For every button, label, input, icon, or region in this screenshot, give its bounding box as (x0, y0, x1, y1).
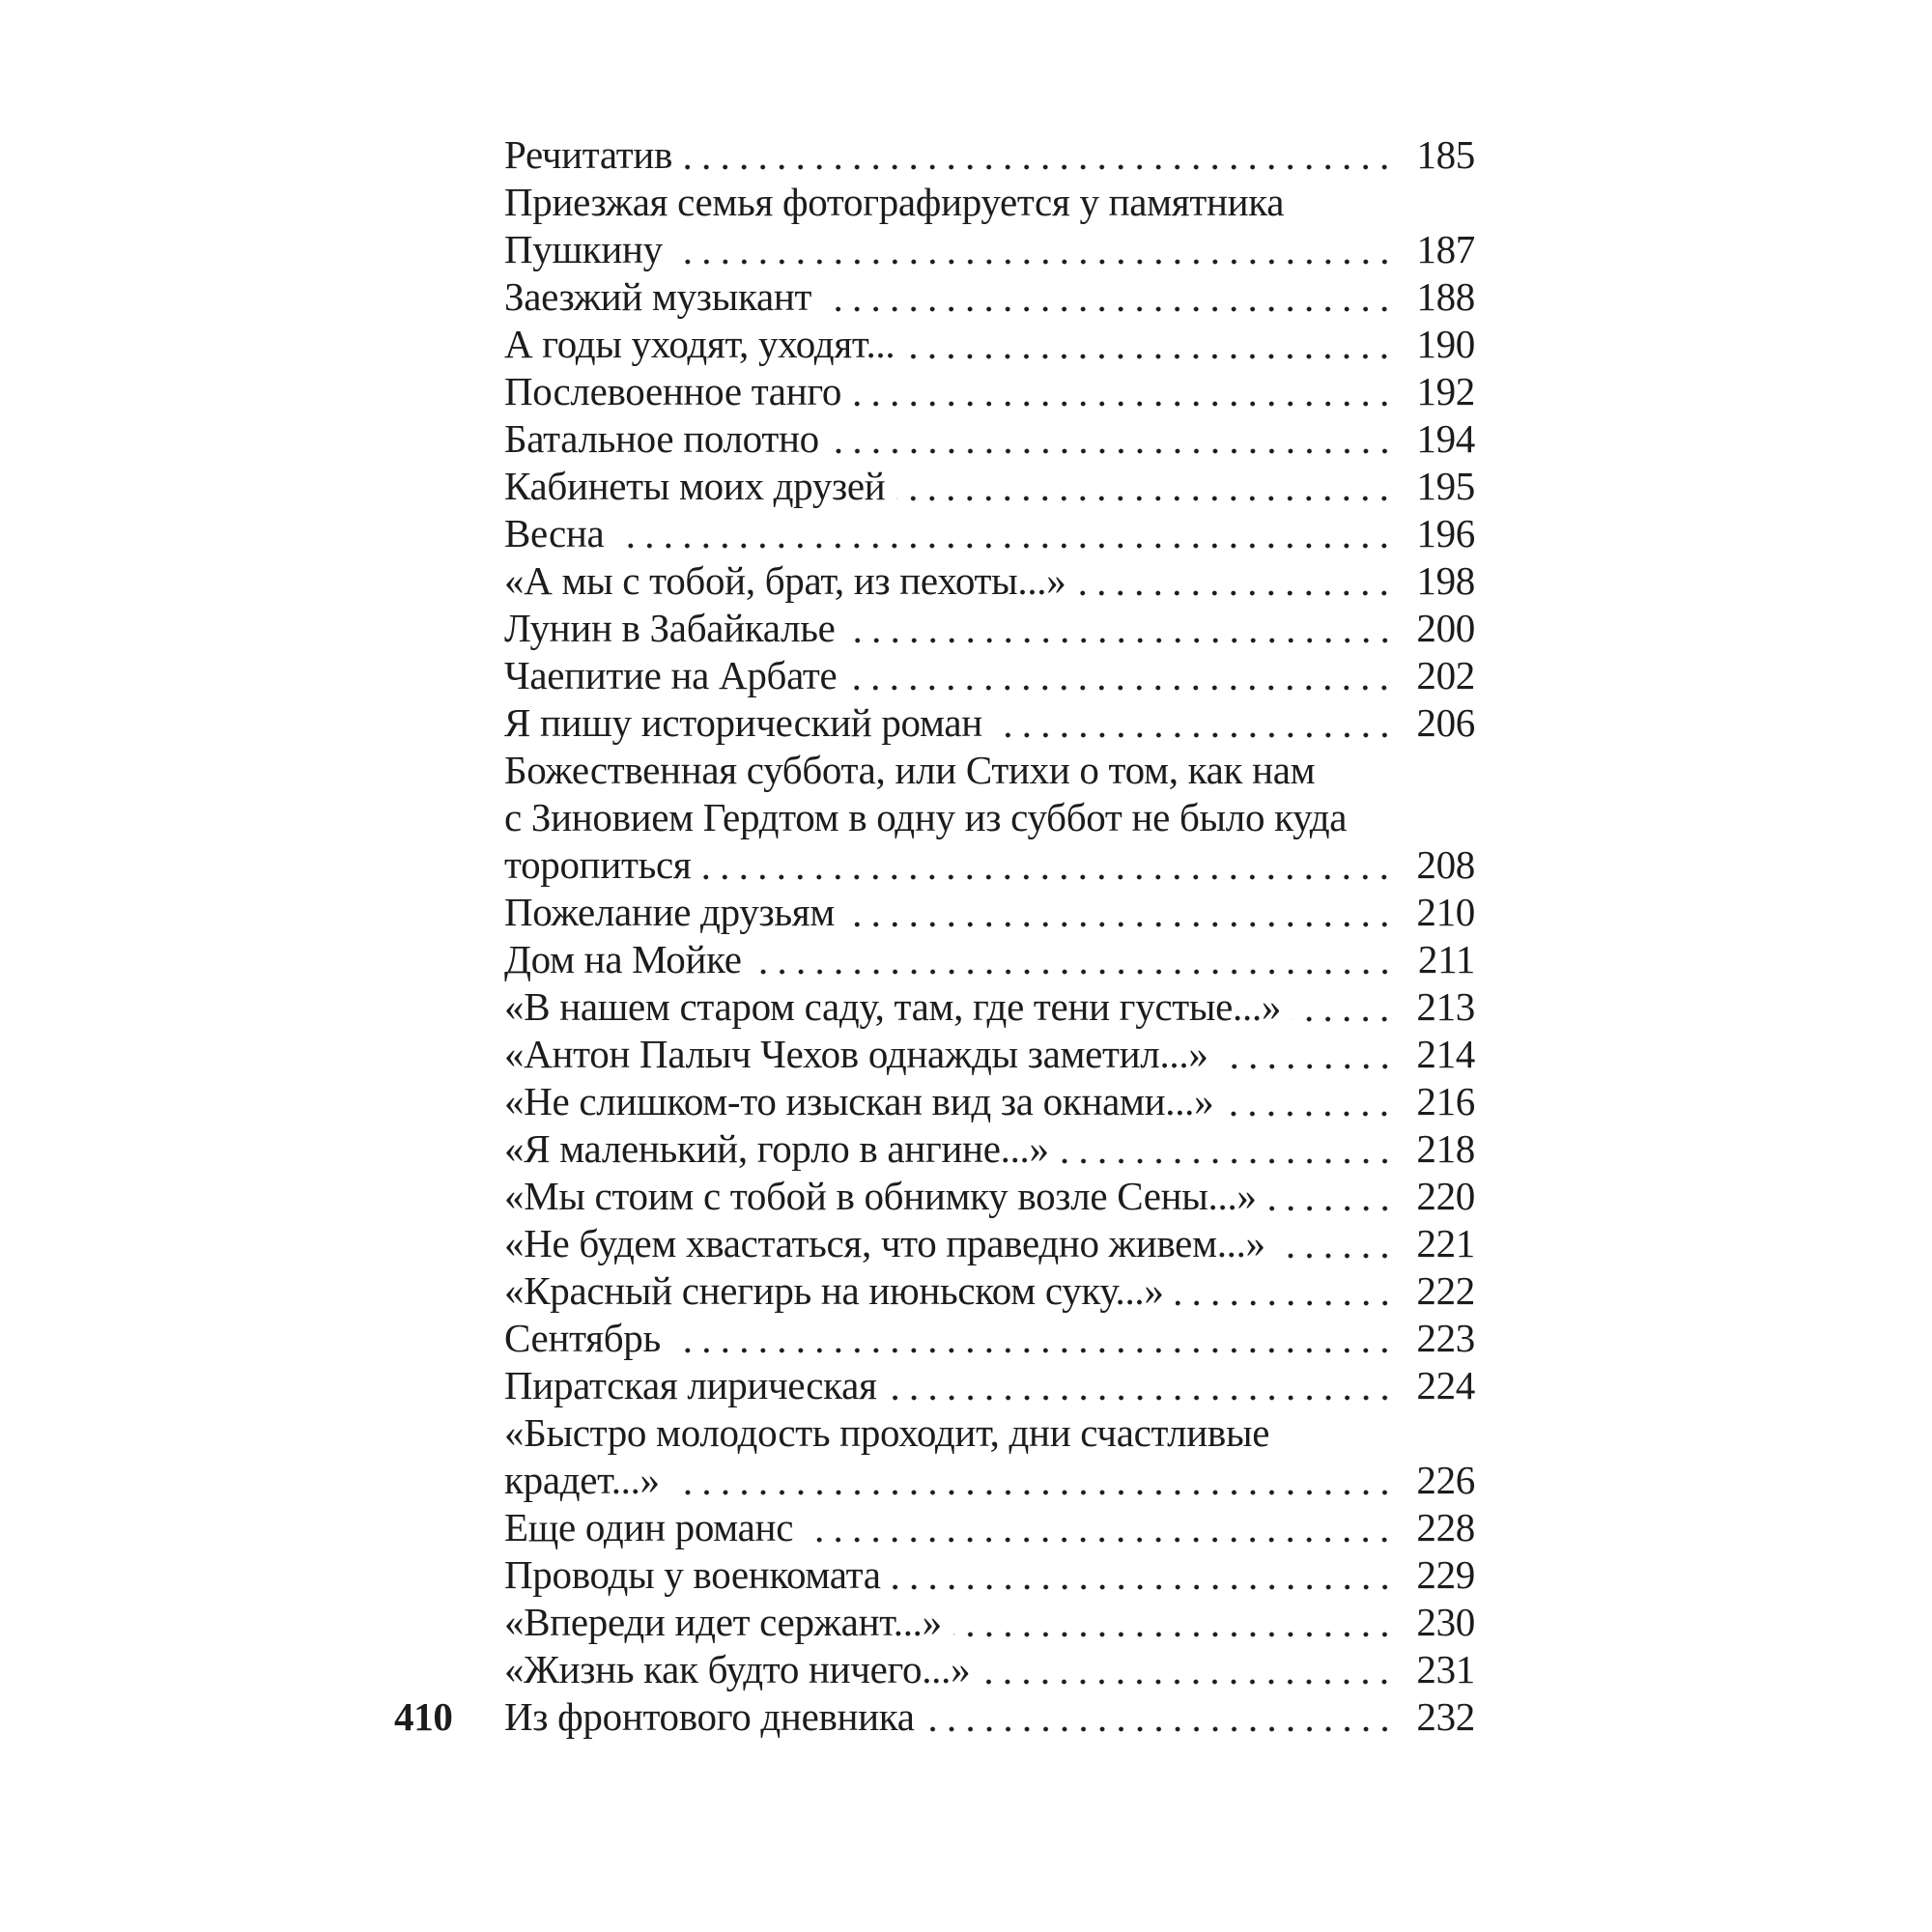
toc-entry-title: «Красный снегирь на июньском суку...» (504, 1268, 1164, 1313)
toc-entry-page: 232 (1416, 1694, 1475, 1739)
toc-entry-page: 185 (1416, 132, 1475, 177)
toc-entry-title: Кабинеты моих друзей (504, 464, 886, 508)
toc-row (504, 794, 1475, 841)
dot-leader (847, 605, 1400, 652)
toc-row (504, 1078, 1475, 1125)
toc-entry-title: «А мы с тобой, брат, из пехоты...» (504, 558, 1066, 603)
toc-row (504, 1315, 1475, 1362)
toc-row (504, 1267, 1475, 1315)
dot-leader (846, 889, 1400, 936)
toc-entry-title: Заезжий музыкант (504, 274, 812, 319)
toc-entry-title: «Мы стоим с тобой в обнимку возле Сены...» (504, 1174, 1257, 1218)
toc-entry-page: 188 (1416, 274, 1475, 319)
toc-row (504, 368, 1475, 415)
dot-leader (853, 368, 1400, 415)
toc-entry-page: 220 (1416, 1174, 1475, 1218)
toc-entry-page: 194 (1416, 416, 1475, 461)
toc-entry-title: Проводы у военкомата (504, 1552, 881, 1597)
dot-leader (1293, 983, 1400, 1031)
toc-entry-page: 196 (1416, 511, 1475, 555)
toc-entry-title: торопиться (504, 842, 692, 887)
dot-leader (1077, 557, 1400, 605)
toc-entry-page: 202 (1416, 653, 1475, 697)
toc-row (504, 1599, 1475, 1646)
toc-entry-title: Приезжая семья фотографируется у памятника (504, 180, 1285, 224)
dot-leader (823, 273, 1400, 321)
toc-row (504, 1220, 1475, 1267)
toc-row (504, 1551, 1475, 1599)
toc-row (504, 1457, 1475, 1504)
toc-row (504, 936, 1475, 983)
toc-entry-page: 187 (1416, 227, 1475, 271)
toc-entry-title: «Не слишком-то изыскан вид за окнами...» (504, 1079, 1214, 1123)
toc-row (504, 1173, 1475, 1220)
dot-leader (702, 841, 1400, 889)
toc-row (504, 510, 1475, 557)
folio-number: 410 (394, 1694, 453, 1739)
toc-entry-title: А годы уходят, уходят... (504, 322, 895, 366)
dot-leader (805, 1504, 1400, 1551)
toc-entry-title: Чаепитие на Арбате (504, 653, 838, 697)
toc-entry-title: Сентябрь (504, 1316, 661, 1360)
dot-leader (926, 1693, 1400, 1741)
toc-entry-title: Еще один романс (504, 1505, 794, 1549)
toc-entry-title: «Впереди идет сержант...» (504, 1600, 942, 1644)
toc-entry-title: Пожелание друзьям (504, 890, 835, 934)
toc-entry-page: 218 (1416, 1126, 1475, 1171)
toc-entry-page: 226 (1416, 1458, 1475, 1502)
dot-leader (1220, 1031, 1400, 1078)
toc-entry-page: 216 (1416, 1079, 1475, 1123)
toc-entry-title: Я пишу исторический роман (504, 700, 982, 745)
toc-row (504, 1362, 1475, 1409)
toc-row (504, 273, 1475, 321)
toc-entry-title: крадет...» (504, 1458, 660, 1502)
toc-entry-page: 198 (1416, 558, 1475, 603)
toc-row (504, 1646, 1475, 1693)
dot-leader (896, 463, 1400, 510)
toc-entry-title: Пиратская лирическая (504, 1363, 877, 1407)
dot-leader (1176, 1267, 1400, 1315)
toc-row (504, 983, 1475, 1031)
toc-row (504, 463, 1475, 510)
toc-entry-page: 208 (1416, 842, 1475, 887)
toc-entry-page: 213 (1416, 984, 1475, 1029)
toc-entry-title: «Не будем хвастаться, что праведно живем...» (504, 1221, 1265, 1265)
toc-entry-page: 231 (1416, 1647, 1475, 1691)
toc-row (504, 1504, 1475, 1551)
toc-entry-title: Пушкину (504, 227, 663, 271)
toc-row (504, 1031, 1475, 1078)
toc-entry-title: Речитатив (504, 132, 673, 177)
toc-entry-page: 211 (1417, 937, 1475, 981)
toc-entry-page: 221 (1416, 1221, 1475, 1265)
toc-entry-page: 224 (1416, 1363, 1475, 1407)
toc-entry-title: «В нашем старом саду, там, где тени густые...» (504, 984, 1282, 1029)
toc-row (504, 131, 1475, 179)
toc-entry-page: 200 (1416, 606, 1475, 650)
dot-leader (889, 1362, 1400, 1409)
toc-row (504, 699, 1475, 747)
dot-leader (994, 699, 1400, 747)
toc-entry-title: Дом на Мойке (504, 937, 742, 981)
dot-leader (684, 131, 1400, 179)
toc-entry-title: с Зиновием Гердтом в одну из суббот не было куда (504, 795, 1348, 839)
toc-row (504, 557, 1475, 605)
table-of-contents (394, 131, 1475, 1741)
toc-row (394, 1693, 1475, 1741)
toc-row (504, 1125, 1475, 1173)
toc-entry-title: «Жизнь как будто ничего...» (504, 1647, 971, 1691)
toc-entry-page: 214 (1416, 1032, 1475, 1076)
toc-row (504, 747, 1475, 794)
toc-entry-title: Из фронтового дневника (504, 1694, 915, 1739)
dot-leader (671, 1457, 1400, 1504)
dot-leader (1061, 1125, 1400, 1173)
toc-entry-page: 190 (1416, 322, 1475, 366)
toc-row (504, 652, 1475, 699)
dot-leader (848, 652, 1400, 699)
toc-entry-title: Божественная суббота, или Стихи о том, как нам (504, 748, 1316, 792)
toc-entry-page: 192 (1416, 369, 1475, 413)
dot-leader (981, 1646, 1400, 1693)
dot-leader (906, 321, 1400, 368)
toc-entry-page: 222 (1416, 1268, 1475, 1313)
dot-leader (953, 1599, 1400, 1646)
toc-entry-page: 195 (1416, 464, 1475, 508)
dot-leader (1277, 1220, 1400, 1267)
toc-row (504, 321, 1475, 368)
toc-entry-title: Послевоенное танго (504, 369, 842, 413)
toc-row (504, 1409, 1475, 1457)
toc-entry-title: Лунин в Забайкалье (504, 606, 836, 650)
toc-entry-page: 228 (1416, 1505, 1475, 1549)
dot-leader (674, 226, 1400, 273)
toc-row (504, 415, 1475, 463)
toc-row (504, 605, 1475, 652)
toc-entry-page: 223 (1416, 1316, 1475, 1360)
toc-entry-page: 206 (1416, 700, 1475, 745)
toc-row (504, 889, 1475, 936)
dot-leader (753, 936, 1400, 983)
dot-leader (672, 1315, 1400, 1362)
dot-leader (831, 415, 1400, 463)
toc-row (504, 226, 1475, 273)
toc-row (504, 179, 1475, 226)
toc-entry-page: 230 (1416, 1600, 1475, 1644)
dot-leader (893, 1551, 1400, 1599)
toc-entry-title: «Антон Палыч Чехов однажды заметил...» (504, 1032, 1208, 1076)
toc-entry-title: Весна (504, 511, 605, 555)
toc-entry-page: 229 (1416, 1552, 1475, 1597)
dot-leader (1268, 1173, 1400, 1220)
toc-row (504, 841, 1475, 889)
toc-entry-page: 210 (1416, 890, 1475, 934)
toc-entry-title: «Я маленький, горло в ангине...» (504, 1126, 1049, 1171)
dot-leader (1225, 1078, 1400, 1125)
dot-leader (615, 510, 1400, 557)
toc-entry-title: Батальное полотно (504, 416, 819, 461)
toc-entry-title: «Быстро молодость проходит, дни счастливые (504, 1410, 1270, 1455)
